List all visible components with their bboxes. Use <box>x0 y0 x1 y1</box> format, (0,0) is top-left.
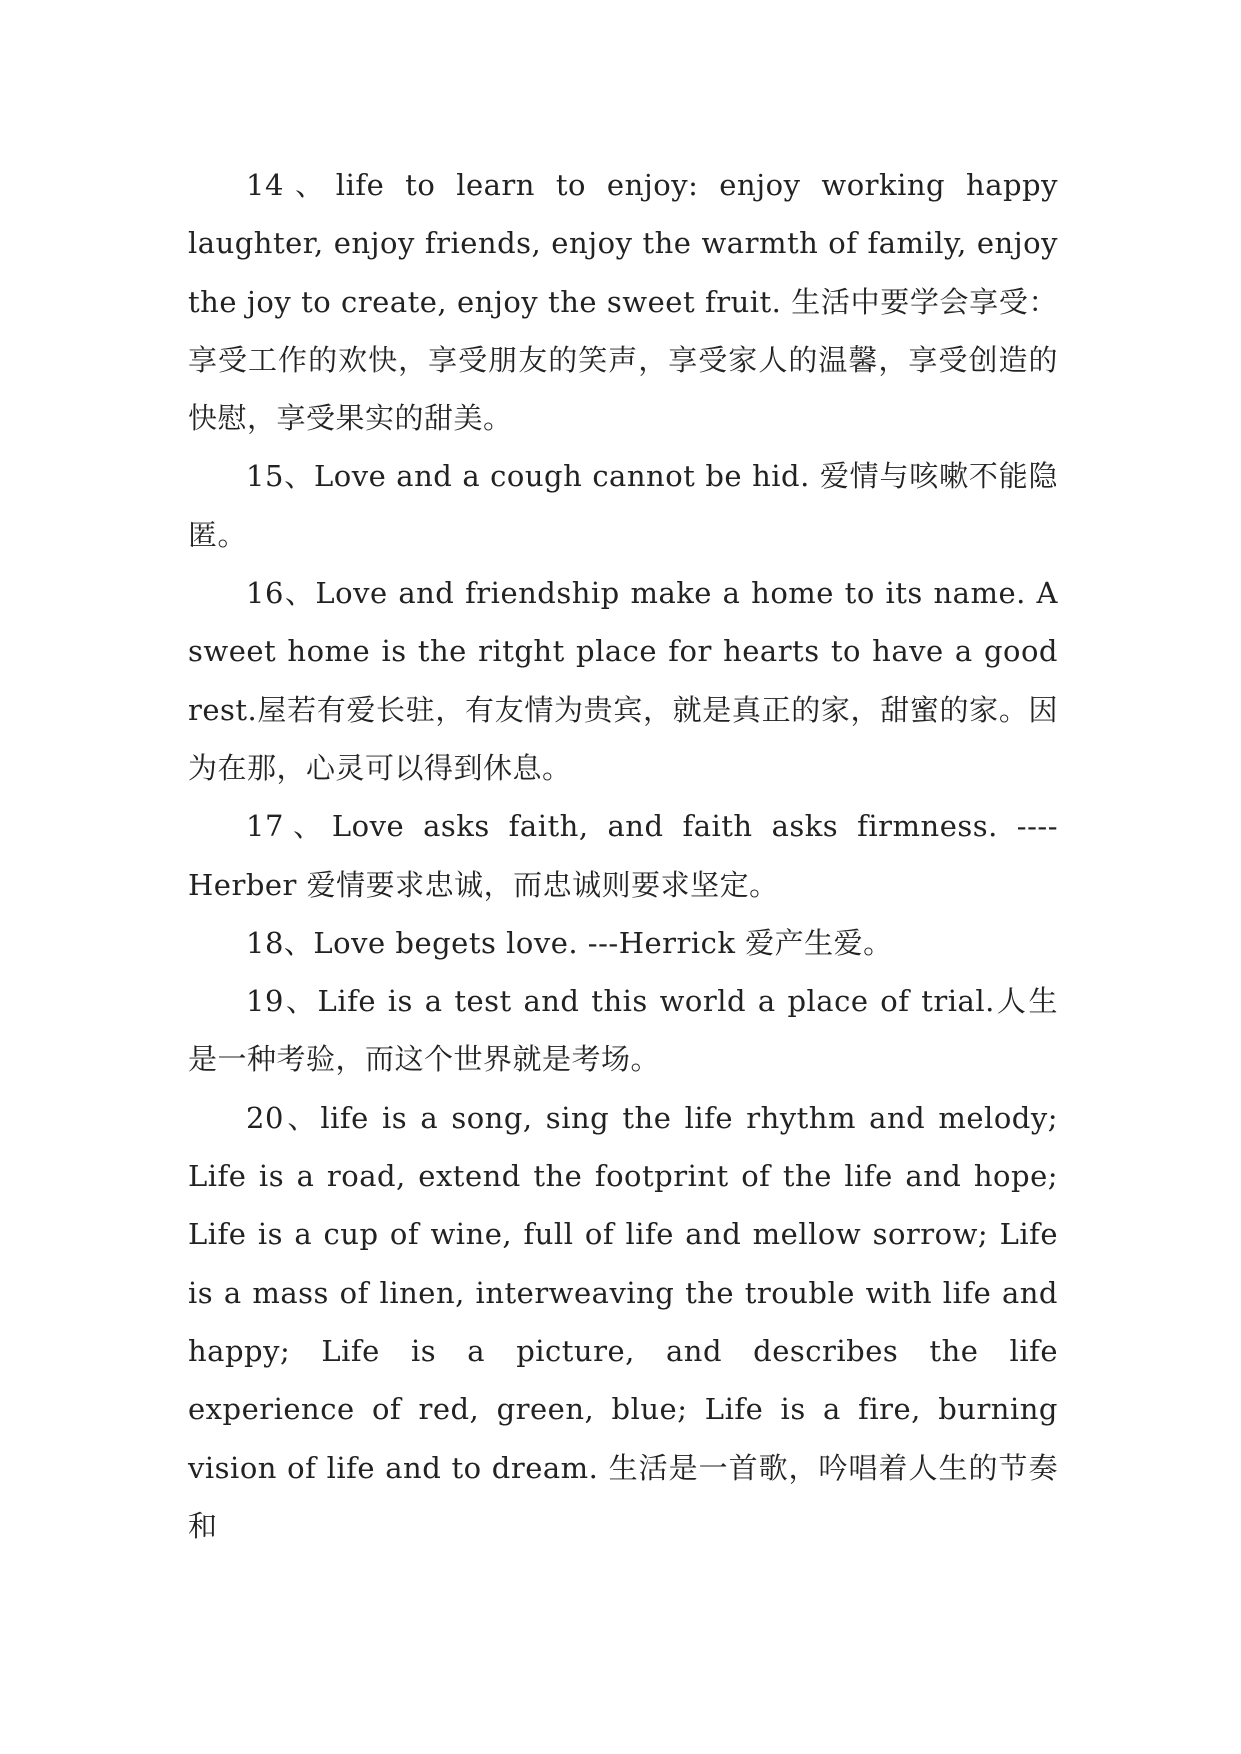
quote-paragraph-19: 19、Life is a test and this world a place of trial.人生是一种考验，而这个世界就是考场。 <box>188 984 1058 1077</box>
quote-paragraph-20: 20、life is a song, sing the life rhythm and melody; Life is a road, extend the footprint of the life and hope; Life is a cup of wine, full of life and mellow sorrow; Life is a mass of linen, interweaving the trouble with life and happy; Life is a picture, and describes the life experience of red, green, blue; Life is a fire, burning vision of life and to dream. 生活是一首歌，吟唱着人生的节奏和 <box>188 1100 1058 1543</box>
quote-paragraph-17: 17、Love asks faith, and faith asks firmness. ----Herber 爱情要求忠诚，而忠诚则要求坚定。 <box>188 809 1058 902</box>
quote-paragraph-18: 18、Love begets love. ---Herrick 爱产生爱。 <box>246 925 893 960</box>
quote-paragraph-16: 16、Love and friendship make a home to its name. A sweet home is the ritght place for hearts to have a good rest.屋若有爱长驻，有友情为贵宾，就是真正的家，甜蜜的家。因为在那，心灵可以得到休息。 <box>188 576 1058 785</box>
document-body <box>188 156 1058 1555</box>
quote-paragraph-14: 14、life to learn to enjoy: enjoy working happy laughter, enjoy friends, enjoy the warmth of family, enjoy the joy to create, enjoy the sweet fruit. 生活中要学会享受：享受工作的欢快，享受朋友的笑声，享受家人的温馨，享受创造的快慰，享受果实的甜美。 <box>188 168 1058 436</box>
quote-paragraph-15: 15、Love and a cough cannot be hid. 爱情与咳嗽不能隐匿。 <box>188 459 1058 552</box>
